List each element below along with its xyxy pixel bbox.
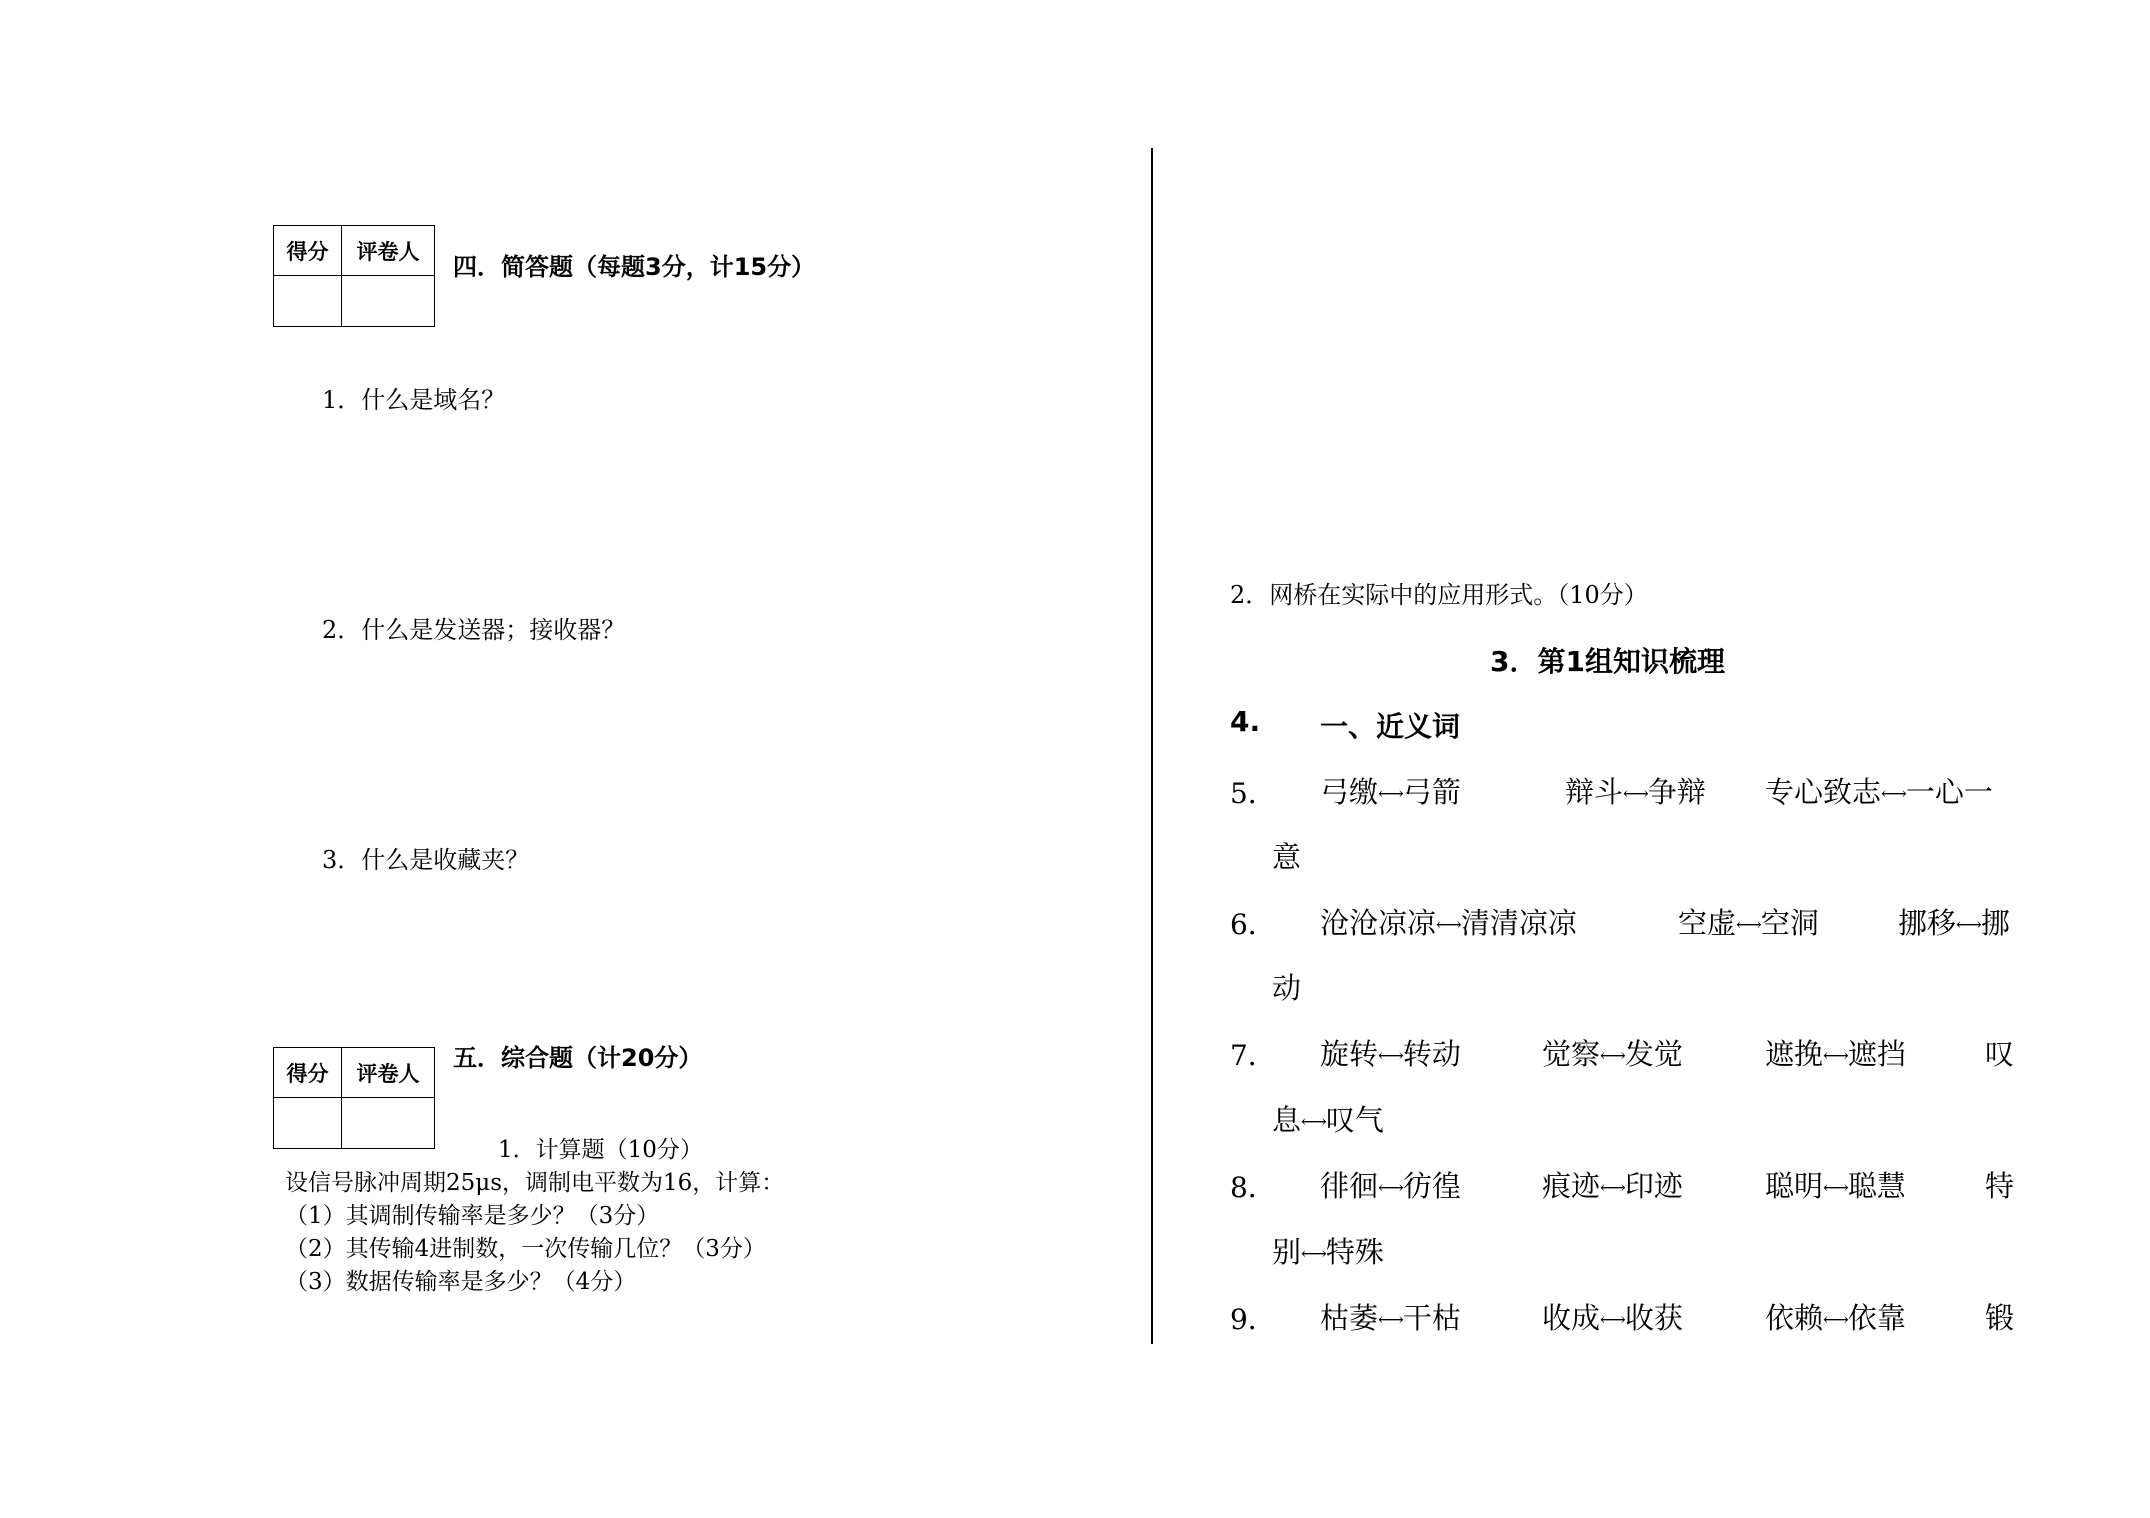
synonym-pair: 弓缴⟷弓箭 [1320,775,1461,809]
synonym-pair: 空虚⟷空洞 [1678,906,1819,940]
heading-knowledge-review: 3．第1组知识梳理 [1490,645,1725,678]
heading-4-number: 4. [1230,705,1261,738]
synonym-pair: 聪明⟷聪慧 [1765,1169,1906,1203]
row-9-tail: 锻 [1985,1301,2015,1335]
double-arrow-icon: ⟷ [1301,1111,1326,1133]
synonym-pair: 挪移⟷挪 [1898,906,2010,940]
double-arrow-icon: ⟷ [1301,1243,1326,1265]
synonym-pair: 息⟷叹气 [1272,1103,1384,1137]
row-8-tail: 特 [1985,1169,2015,1203]
double-arrow-icon: ⟷ [1378,1045,1403,1067]
double-arrow-icon: ⟷ [1436,914,1461,936]
double-arrow-icon: ⟷ [1823,1309,1848,1331]
section4-title: 四．简答题（每题3分，计15分） [453,253,816,281]
synonym-pair: 觉察⟷发觉 [1542,1037,1683,1071]
calc-line-3: （2）其传输4进制数，一次传输几位？（3分） [285,1236,766,1262]
double-arrow-icon: ⟷ [1823,1177,1848,1199]
heading-synonyms: 一、近义词 [1320,710,1461,743]
double-arrow-icon: ⟷ [1736,914,1761,936]
double-arrow-icon: ⟷ [1600,1177,1625,1199]
score-header: 得分 [274,1048,342,1098]
double-arrow-icon: ⟷ [1378,783,1403,805]
row-5-number: 5． [1230,777,1276,810]
score-table-section4 [273,225,435,327]
synonym-pair: 依赖⟷依靠 [1765,1301,1906,1335]
grader-cell[interactable] [342,276,435,327]
synonym-pair: 辩斗⟷争辩 [1565,775,1706,809]
question-4-3: 3．什么是收藏夹？ [322,846,530,874]
score-cell[interactable] [274,1098,342,1149]
synonym-pair: 旋转⟷转动 [1320,1037,1461,1071]
question-right-2: 2．网桥在实际中的应用形式。（10分） [1230,581,1648,609]
question-4-2: 2．什么是发送器；接收器？ [322,616,626,644]
double-arrow-icon: ⟷ [1600,1045,1625,1067]
score-table-section5 [273,1047,435,1149]
double-arrow-icon: ⟷ [1823,1045,1848,1067]
grader-cell[interactable] [342,1098,435,1149]
synonym-pair: 徘徊⟷彷徨 [1320,1169,1461,1203]
synonym-pair: 遮挽⟷遮挡 [1765,1037,1906,1071]
row-6-continuation: 动 [1272,971,1302,1005]
row-7-tail: 叹 [1985,1037,2015,1071]
double-arrow-icon: ⟷ [1378,1309,1403,1331]
synonym-pair: 沧沧凉凉⟷清清凉凉 [1320,906,1577,940]
section5-title: 五．综合题（计20分） [453,1044,703,1072]
synonym-pair: 枯萎⟷干枯 [1320,1301,1461,1335]
question-5-1-title: 1．计算题（10分） [498,1137,703,1163]
double-arrow-icon: ⟷ [1956,914,1981,936]
synonym-pair: 专心致志⟷一心一 [1765,775,1993,809]
calc-line-2: （1）其调制传输率是多少？（3分） [285,1203,660,1229]
column-divider [1151,148,1153,1344]
grader-header: 评卷人 [342,1048,435,1098]
row-9-number: 9． [1230,1303,1276,1336]
row-8-number: 8． [1230,1171,1276,1204]
synonym-pair: 别⟷特殊 [1272,1235,1384,1269]
row-5-continuation: 意 [1272,840,1302,874]
synonym-pair: 收成⟷收获 [1542,1301,1683,1335]
row-7-number: 7． [1230,1039,1276,1072]
score-cell[interactable] [274,276,342,327]
grader-header: 评卷人 [342,226,435,276]
double-arrow-icon: ⟷ [1623,783,1648,805]
double-arrow-icon: ⟷ [1881,783,1906,805]
calc-line-1: 设信号脉冲周期25μs，调制电平数为16，计算： [285,1170,785,1196]
question-4-1: 1．什么是域名？ [322,386,506,414]
synonym-pair: 痕迹⟷印迹 [1542,1169,1683,1203]
score-header: 得分 [274,226,342,276]
row-6-number: 6． [1230,908,1276,941]
double-arrow-icon: ⟷ [1600,1309,1625,1331]
double-arrow-icon: ⟷ [1378,1177,1403,1199]
calc-line-4: （3）数据传输率是多少？（4分） [285,1269,637,1295]
